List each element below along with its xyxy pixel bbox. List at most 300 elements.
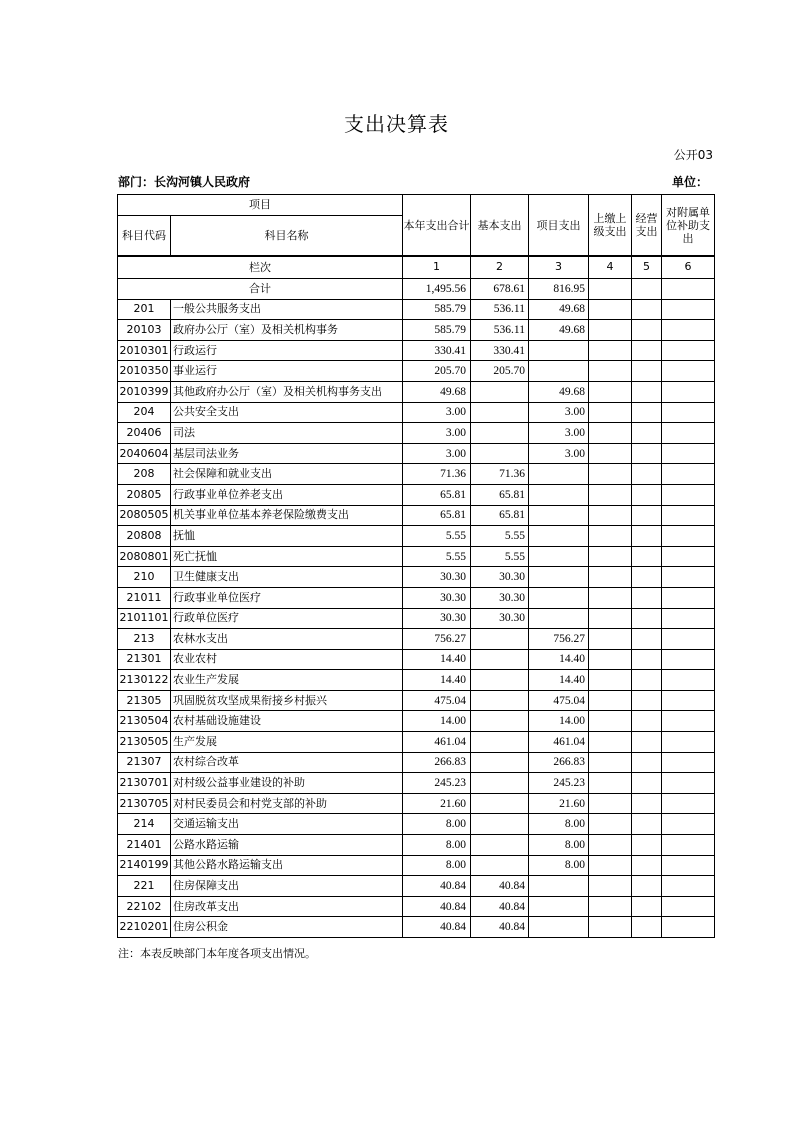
- total-row-basic: 678.61: [471, 278, 529, 299]
- subject-name: 住房保障支出: [171, 876, 403, 897]
- row-basic: [471, 670, 529, 691]
- header-basic: 基本支出: [471, 195, 529, 257]
- row-basic: [471, 690, 529, 711]
- row-subsidiary: [662, 732, 715, 753]
- row-upper: [589, 402, 632, 423]
- header-project: 项目: [118, 195, 403, 216]
- row-subsidiary: [662, 752, 715, 773]
- subject-code: 2130505: [118, 732, 171, 753]
- row-total: 5.55: [403, 546, 471, 567]
- subject-name: 农业农村: [171, 649, 403, 670]
- row-operating: [632, 587, 662, 608]
- table-row: [118, 402, 715, 423]
- subject-name: 一般公共服务支出: [171, 299, 403, 320]
- total-row-operating: [632, 278, 662, 299]
- header-project-expenditure: 项目支出: [529, 195, 589, 257]
- subject-name: 行政事业单位医疗: [171, 587, 403, 608]
- row-operating: [632, 629, 662, 650]
- table-row: [118, 629, 715, 650]
- row-upper: [589, 567, 632, 588]
- row-total: 245.23: [403, 773, 471, 794]
- row-total: 475.04: [403, 690, 471, 711]
- column-index: 6: [662, 256, 715, 278]
- column-index-label: 栏次: [118, 256, 403, 278]
- row-total: 8.00: [403, 835, 471, 856]
- subject-code: 20808: [118, 526, 171, 547]
- row-basic: 5.55: [471, 526, 529, 547]
- table-row: [118, 793, 715, 814]
- row-operating: [632, 773, 662, 794]
- subject-name: 卫生健康支出: [171, 567, 403, 588]
- row-operating: [632, 855, 662, 876]
- row-project: 461.04: [529, 732, 589, 753]
- row-basic: 30.30: [471, 587, 529, 608]
- row-basic: [471, 649, 529, 670]
- form-code: 公开03: [673, 148, 713, 162]
- row-operating: [632, 917, 662, 938]
- row-upper: [589, 505, 632, 526]
- row-subsidiary: [662, 773, 715, 794]
- subject-name: 农林水支出: [171, 629, 403, 650]
- subject-name: 住房改革支出: [171, 896, 403, 917]
- row-basic: 71.36: [471, 464, 529, 485]
- row-total: 3.00: [403, 402, 471, 423]
- row-upper: [589, 814, 632, 835]
- row-total: 40.84: [403, 917, 471, 938]
- row-upper: [589, 608, 632, 629]
- subject-code: 204: [118, 402, 171, 423]
- subject-code: 20805: [118, 484, 171, 505]
- row-operating: [632, 690, 662, 711]
- row-operating: [632, 896, 662, 917]
- subject-name: 农业生产发展: [171, 670, 403, 691]
- row-project: 3.00: [529, 423, 589, 444]
- row-upper: [589, 340, 632, 361]
- row-basic: [471, 732, 529, 753]
- row-basic: [471, 855, 529, 876]
- row-project: 21.60: [529, 793, 589, 814]
- subject-name: 社会保障和就业支出: [171, 464, 403, 485]
- row-operating: [632, 649, 662, 670]
- table-row: [118, 464, 715, 485]
- row-total: 30.30: [403, 567, 471, 588]
- row-basic: 330.41: [471, 340, 529, 361]
- subject-name: 对村级公益事业建设的补助: [171, 773, 403, 794]
- subject-name: 基层司法业务: [171, 443, 403, 464]
- subject-name: 机关事业单位基本养老保险缴费支出: [171, 505, 403, 526]
- subject-code: 2010399: [118, 381, 171, 402]
- row-project: [529, 505, 589, 526]
- footnote: 注：本表反映部门本年度各项支出情况。: [118, 947, 316, 960]
- row-basic: 536.11: [471, 320, 529, 341]
- table-row: [118, 814, 715, 835]
- row-total: 30.30: [403, 608, 471, 629]
- row-basic: [471, 793, 529, 814]
- row-subsidiary: [662, 299, 715, 320]
- row-subsidiary: [662, 814, 715, 835]
- row-subsidiary: [662, 896, 715, 917]
- row-upper: [589, 381, 632, 402]
- row-upper: [589, 732, 632, 753]
- subject-name: 对村民委员会和村党支部的补助: [171, 793, 403, 814]
- subject-code: 21307: [118, 752, 171, 773]
- row-basic: 30.30: [471, 567, 529, 588]
- row-project: [529, 526, 589, 547]
- row-basic: 536.11: [471, 299, 529, 320]
- table-row: [118, 340, 715, 361]
- subject-code: 201: [118, 299, 171, 320]
- row-operating: [632, 814, 662, 835]
- table-row: [118, 381, 715, 402]
- row-project: [529, 567, 589, 588]
- table-row: [118, 855, 715, 876]
- row-project: 49.68: [529, 299, 589, 320]
- subject-name: 事业运行: [171, 361, 403, 382]
- row-subsidiary: [662, 711, 715, 732]
- row-upper: [589, 711, 632, 732]
- subject-code: 21011: [118, 587, 171, 608]
- row-operating: [632, 608, 662, 629]
- header-total: 本年支出合计: [403, 195, 471, 257]
- row-subsidiary: [662, 690, 715, 711]
- table-row: [118, 546, 715, 567]
- row-basic: 40.84: [471, 917, 529, 938]
- row-operating: [632, 567, 662, 588]
- row-total: 461.04: [403, 732, 471, 753]
- row-upper: [589, 793, 632, 814]
- row-operating: [632, 299, 662, 320]
- row-total: 756.27: [403, 629, 471, 650]
- subject-code: 2140199: [118, 855, 171, 876]
- row-upper: [589, 855, 632, 876]
- row-project: [529, 464, 589, 485]
- row-basic: 205.70: [471, 361, 529, 382]
- subject-code: 221: [118, 876, 171, 897]
- row-upper: [589, 546, 632, 567]
- row-total: 8.00: [403, 855, 471, 876]
- row-upper: [589, 773, 632, 794]
- table-row: [118, 484, 715, 505]
- table-row: [118, 773, 715, 794]
- subject-name: 交通运输支出: [171, 814, 403, 835]
- row-operating: [632, 423, 662, 444]
- row-subsidiary: [662, 505, 715, 526]
- column-index: 1: [403, 256, 471, 278]
- row-basic: 40.84: [471, 896, 529, 917]
- row-operating: [632, 732, 662, 753]
- table-row: [118, 670, 715, 691]
- row-total: 14.40: [403, 649, 471, 670]
- table-row: [118, 443, 715, 464]
- subject-code: 2040604: [118, 443, 171, 464]
- row-subsidiary: [662, 546, 715, 567]
- row-total: 40.84: [403, 896, 471, 917]
- row-project: [529, 340, 589, 361]
- row-upper: [589, 896, 632, 917]
- row-basic: [471, 402, 529, 423]
- row-subsidiary: [662, 320, 715, 341]
- subject-name: 巩固脱贫攻坚成果衔接乡村振兴: [171, 690, 403, 711]
- subject-code: 2130504: [118, 711, 171, 732]
- total-row-subsidiary: [662, 278, 715, 299]
- row-operating: [632, 711, 662, 732]
- row-total: 14.00: [403, 711, 471, 732]
- table-row: [118, 711, 715, 732]
- row-operating: [632, 670, 662, 691]
- subject-code: 2010301: [118, 340, 171, 361]
- row-project: 49.68: [529, 320, 589, 341]
- row-subsidiary: [662, 835, 715, 856]
- header-subject-code: 科目代码: [118, 215, 171, 256]
- table-row: [118, 587, 715, 608]
- row-upper: [589, 752, 632, 773]
- row-subsidiary: [662, 608, 715, 629]
- table-row: [118, 361, 715, 382]
- row-operating: [632, 835, 662, 856]
- subject-code: 20103: [118, 320, 171, 341]
- subject-code: 2130705: [118, 793, 171, 814]
- header-operating: 经营支出: [632, 195, 662, 257]
- subject-name: 司法: [171, 423, 403, 444]
- total-row-total: 1,495.56: [403, 278, 471, 299]
- row-project: 14.40: [529, 670, 589, 691]
- row-upper: [589, 670, 632, 691]
- row-basic: [471, 443, 529, 464]
- row-project: 8.00: [529, 855, 589, 876]
- row-total: 71.36: [403, 464, 471, 485]
- row-upper: [589, 423, 632, 444]
- row-subsidiary: [662, 629, 715, 650]
- total-row-upper: [589, 278, 632, 299]
- row-project: [529, 587, 589, 608]
- row-basic: [471, 423, 529, 444]
- row-project: 49.68: [529, 381, 589, 402]
- row-project: [529, 361, 589, 382]
- row-subsidiary: [662, 484, 715, 505]
- row-total: 21.60: [403, 793, 471, 814]
- row-project: 3.00: [529, 402, 589, 423]
- table-row: [118, 299, 715, 320]
- row-total: 5.55: [403, 526, 471, 547]
- subject-code: 2080801: [118, 546, 171, 567]
- row-subsidiary: [662, 340, 715, 361]
- row-operating: [632, 464, 662, 485]
- row-project: 8.00: [529, 814, 589, 835]
- column-index: 5: [632, 256, 662, 278]
- row-total: 266.83: [403, 752, 471, 773]
- subject-name: 抚恤: [171, 526, 403, 547]
- row-basic: 65.81: [471, 484, 529, 505]
- subject-name: 生产发展: [171, 732, 403, 753]
- table-row: [118, 649, 715, 670]
- row-project: [529, 917, 589, 938]
- row-subsidiary: [662, 526, 715, 547]
- row-upper: [589, 649, 632, 670]
- row-subsidiary: [662, 567, 715, 588]
- row-project: [529, 608, 589, 629]
- row-project: [529, 484, 589, 505]
- row-subsidiary: [662, 381, 715, 402]
- row-basic: 65.81: [471, 505, 529, 526]
- row-upper: [589, 629, 632, 650]
- row-basic: [471, 752, 529, 773]
- subject-name: 行政单位医疗: [171, 608, 403, 629]
- row-total: 14.40: [403, 670, 471, 691]
- expenditure-table: [117, 194, 715, 938]
- row-total: 585.79: [403, 320, 471, 341]
- total-row-project: 816.95: [529, 278, 589, 299]
- row-upper: [589, 299, 632, 320]
- table-row: [118, 320, 715, 341]
- table-row: [118, 567, 715, 588]
- subject-code: 21401: [118, 835, 171, 856]
- row-total: 585.79: [403, 299, 471, 320]
- column-index: 3: [529, 256, 589, 278]
- row-subsidiary: [662, 464, 715, 485]
- row-project: [529, 876, 589, 897]
- row-basic: [471, 711, 529, 732]
- row-upper: [589, 443, 632, 464]
- subject-name: 行政事业单位养老支出: [171, 484, 403, 505]
- row-basic: [471, 773, 529, 794]
- header-upper: 上缴上级支出: [589, 195, 632, 257]
- subject-code: 214: [118, 814, 171, 835]
- row-operating: [632, 361, 662, 382]
- row-subsidiary: [662, 649, 715, 670]
- row-total: 49.68: [403, 381, 471, 402]
- row-basic: 5.55: [471, 546, 529, 567]
- header-subsidiary: 对附属单位补助支出: [662, 195, 715, 257]
- department-label: 部门：长沟河镇人民政府: [118, 175, 251, 189]
- row-upper: [589, 464, 632, 485]
- table-row: [118, 896, 715, 917]
- row-subsidiary: [662, 793, 715, 814]
- subject-code: 2130701: [118, 773, 171, 794]
- row-upper: [589, 320, 632, 341]
- table-row: [118, 505, 715, 526]
- row-basic: 30.30: [471, 608, 529, 629]
- table-row: [118, 752, 715, 773]
- row-total: 8.00: [403, 814, 471, 835]
- row-upper: [589, 526, 632, 547]
- row-subsidiary: [662, 402, 715, 423]
- table-row: [118, 876, 715, 897]
- row-project: 14.40: [529, 649, 589, 670]
- subject-code: 21301: [118, 649, 171, 670]
- row-subsidiary: [662, 423, 715, 444]
- row-project: 245.23: [529, 773, 589, 794]
- row-subsidiary: [662, 917, 715, 938]
- row-upper: [589, 917, 632, 938]
- row-total: 3.00: [403, 443, 471, 464]
- subject-name: 死亡抚恤: [171, 546, 403, 567]
- subject-code: 210: [118, 567, 171, 588]
- subject-code: 2010350: [118, 361, 171, 382]
- column-index: 2: [471, 256, 529, 278]
- row-basic: [471, 835, 529, 856]
- row-total: 65.81: [403, 484, 471, 505]
- row-total: 330.41: [403, 340, 471, 361]
- row-project: [529, 546, 589, 567]
- row-total: 40.84: [403, 876, 471, 897]
- subject-name: 其他公路水路运输支出: [171, 855, 403, 876]
- row-operating: [632, 505, 662, 526]
- row-total: 3.00: [403, 423, 471, 444]
- table-row: [118, 423, 715, 444]
- subject-name: 农村综合改革: [171, 752, 403, 773]
- subject-code: 22102: [118, 896, 171, 917]
- subject-name: 政府办公厅（室）及相关机构事务: [171, 320, 403, 341]
- header-subject-name: 科目名称: [171, 215, 403, 256]
- subject-code: 21305: [118, 690, 171, 711]
- row-basic: [471, 814, 529, 835]
- row-total: 30.30: [403, 587, 471, 608]
- subject-name: 住房公积金: [171, 917, 403, 938]
- row-project: 8.00: [529, 835, 589, 856]
- row-basic: 40.84: [471, 876, 529, 897]
- row-project: 266.83: [529, 752, 589, 773]
- column-index: 4: [589, 256, 632, 278]
- row-total: 205.70: [403, 361, 471, 382]
- row-subsidiary: [662, 587, 715, 608]
- row-project: [529, 896, 589, 917]
- row-subsidiary: [662, 855, 715, 876]
- row-project: 475.04: [529, 690, 589, 711]
- row-upper: [589, 361, 632, 382]
- subject-code: 213: [118, 629, 171, 650]
- row-operating: [632, 876, 662, 897]
- row-operating: [632, 320, 662, 341]
- table-row: [118, 608, 715, 629]
- table-row: [118, 690, 715, 711]
- table-row: [118, 835, 715, 856]
- row-subsidiary: [662, 443, 715, 464]
- row-subsidiary: [662, 876, 715, 897]
- row-upper: [589, 835, 632, 856]
- row-upper: [589, 690, 632, 711]
- row-upper: [589, 876, 632, 897]
- row-operating: [632, 752, 662, 773]
- table-row: [118, 526, 715, 547]
- row-total: 65.81: [403, 505, 471, 526]
- table-row: [118, 917, 715, 938]
- page-title: 支出决算表: [344, 112, 449, 136]
- subject-code: 2130122: [118, 670, 171, 691]
- row-basic: [471, 381, 529, 402]
- row-operating: [632, 340, 662, 361]
- row-operating: [632, 381, 662, 402]
- row-operating: [632, 793, 662, 814]
- table-row: [118, 732, 715, 753]
- row-upper: [589, 484, 632, 505]
- total-row-label: 合计: [118, 278, 403, 299]
- subject-name: 其他政府办公厅（室）及相关机构事务支出: [171, 381, 403, 402]
- row-project: 3.00: [529, 443, 589, 464]
- subject-name: 行政运行: [171, 340, 403, 361]
- row-operating: [632, 546, 662, 567]
- row-operating: [632, 484, 662, 505]
- row-basic: [471, 629, 529, 650]
- subject-code: 208: [118, 464, 171, 485]
- subject-name: 公路水路运输: [171, 835, 403, 856]
- row-subsidiary: [662, 670, 715, 691]
- subject-code: 20406: [118, 423, 171, 444]
- row-subsidiary: [662, 361, 715, 382]
- subject-name: 农村基础设施建设: [171, 711, 403, 732]
- row-project: 14.00: [529, 711, 589, 732]
- unit-label: 单位：: [672, 175, 709, 189]
- subject-code: 2080505: [118, 505, 171, 526]
